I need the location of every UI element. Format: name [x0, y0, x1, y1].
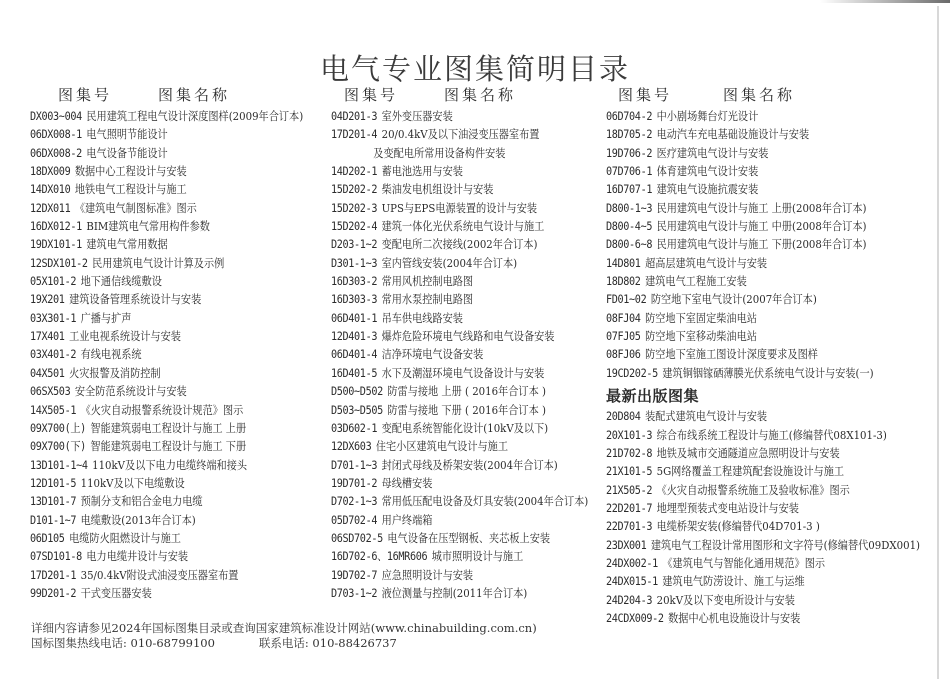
atlas-code: 14DX010: [30, 183, 71, 197]
atlas-name: 工业电视系统设计与安装: [69, 330, 181, 344]
atlas-name: 建筑电气常用数据: [86, 238, 168, 252]
atlas-name: 民用建筑工程电气设计深度图样(2009年合订本): [86, 110, 304, 123]
atlas-code: 12DX603: [331, 440, 372, 454]
atlas-code: 07SD101-8: [30, 550, 82, 564]
footer-website-note: 详细内容请参见2024年国标图集目录或查询国家建筑标准设计网站(www.chinabuilding.com.cn): [31, 621, 537, 635]
atlas-name: 干式变压器安装: [80, 586, 152, 600]
atlas-name: 防雷与接地 下册 ( 2016年合订本 ): [387, 403, 546, 417]
atlas-name: 液位测量与控制(2011年合订本): [381, 586, 528, 600]
atlas-code: 20X101-3: [606, 428, 653, 442]
list-item: [30, 475, 303, 493]
atlas-name: 综合布线系统工程设计与施工(修编替代08X101-3): [656, 428, 887, 442]
atlas-name: 应急照明设计与安装: [381, 568, 474, 582]
atlas-code: 12D101-5: [30, 476, 77, 490]
atlas-code: 15D202-4: [331, 220, 378, 234]
atlas-name: 超高层建筑电气设计与安装: [645, 256, 768, 270]
list-item: [30, 273, 303, 291]
atlas-code: 21X101-5: [606, 465, 653, 479]
atlas-name: 地铁电气工程设计与施工: [74, 183, 187, 197]
atlas-name: 地埋型预装式变电站设计与安装: [656, 501, 799, 515]
column-header: [30, 84, 334, 108]
atlas-name: 中小剧场舞台灯光设计: [656, 110, 759, 123]
atlas-name: 35/0.4kV附设式油浸变压器室布置: [80, 568, 239, 582]
atlas-name: 吊车供电线路安装: [381, 311, 463, 325]
catalog-column-2: [331, 84, 617, 603]
list-item: [331, 236, 588, 254]
list-item: [606, 236, 920, 254]
list-item: [30, 493, 303, 511]
atlas-code: FD01~02: [606, 293, 647, 307]
atlas-code: 13D101-1~4: [30, 458, 88, 472]
atlas-code: 06DX008-1: [30, 128, 82, 142]
atlas-code: 24CDX009-2: [606, 611, 664, 625]
atlas-code: 07FJ05: [606, 330, 641, 344]
page-title: 电气专业图集简明目录: [319, 52, 630, 87]
list-item: [606, 573, 920, 591]
atlas-name: 《火灾自动报警系统设计规范》图示: [80, 403, 244, 417]
atlas-name: 地铁及城市交通隧道应急照明设计与安装: [656, 446, 840, 460]
list-item: [30, 126, 303, 144]
atlas-code: 19D702-7: [331, 568, 378, 582]
atlas-name: 用户终端箱: [381, 513, 433, 527]
atlas-code: 99D201-2: [30, 586, 77, 600]
atlas-name: 地下通信线缆敷设: [80, 275, 162, 289]
atlas-name: 医疗建筑电气设计与安装: [656, 146, 769, 160]
atlas-code: D301-1~3: [331, 256, 378, 270]
atlas-name: 民用建筑电气设计与施工 下册(2008年合订本): [656, 238, 867, 252]
list-item: [606, 463, 920, 481]
entry-list: [331, 108, 617, 603]
list-item: [331, 585, 588, 603]
list-item: [30, 310, 303, 328]
list-item: [30, 181, 303, 199]
atlas-name: 广播与扩声: [80, 311, 132, 325]
list-item: [606, 145, 920, 163]
list-item: [30, 383, 303, 401]
atlas-name: 《火灾自动报警系统施工及验收标准》图示: [656, 483, 850, 497]
atlas-name: 室外变压器安装: [381, 110, 453, 123]
atlas-name: 建筑电气设施抗震安装: [656, 183, 759, 197]
atlas-code: 18DX009: [30, 165, 71, 179]
atlas-code: 04X501: [30, 366, 65, 380]
atlas-code: D800-1~3: [606, 201, 653, 215]
atlas-code: D500~D502: [331, 385, 383, 399]
atlas-name: 数据中心工程设计与安装: [74, 165, 187, 179]
list-item: [331, 346, 588, 364]
atlas-name: 柴油发电机组设计与安装: [381, 183, 494, 197]
atlas-name: 常用风机控制电路图: [381, 275, 474, 289]
atlas-name: 有线电视系统: [80, 348, 142, 362]
atlas-name: 建筑铜铟镓硒薄膜光伏系统电气设计与安装(一): [662, 366, 874, 380]
atlas-code: D203-1~2: [331, 238, 378, 252]
footer-hotline: 国标图集热线电话: 010-68799100: [31, 636, 215, 650]
list-item: [606, 255, 920, 273]
atlas-code: 12D401-3: [331, 330, 378, 344]
atlas-name: 5G网络覆盖工程建筑配套设施设计与施工: [656, 465, 845, 479]
atlas-name: 体育建筑电气设计安装: [656, 165, 759, 179]
atlas-name: 住宅小区建筑电气设计与施工: [375, 440, 509, 454]
list-item: [30, 218, 303, 236]
atlas-code: 19X201: [30, 293, 65, 307]
list-item: [331, 493, 588, 511]
atlas-name: 防雷与接地 上册 ( 2016年合订本 ): [387, 385, 546, 399]
list-item: [331, 383, 588, 401]
atlas-name: 城市照明设计与施工: [431, 550, 524, 564]
new-releases-list: [606, 408, 950, 628]
atlas-code: 22D701-3: [606, 520, 653, 534]
atlas-code: 21X505-2: [606, 483, 653, 497]
atlas-code: 22D201-7: [606, 501, 653, 515]
atlas-name: 水下及潮湿环境电气设备设计与安装: [381, 366, 545, 380]
header-code: 图集号: [58, 86, 113, 104]
list-item: [606, 310, 920, 328]
list-item: [331, 291, 588, 309]
atlas-name: 室内管线安装(2004年合订本): [381, 256, 518, 270]
atlas-name: 变配电系统智能化设计(10kV及以下): [381, 421, 549, 435]
atlas-name: 《建筑电气制图标准》图示: [74, 201, 197, 215]
atlas-code: 06D704-2: [606, 110, 653, 123]
atlas-code: 13D101-7: [30, 495, 77, 509]
atlas-code: 15D202-2: [331, 183, 378, 197]
atlas-code: 08FJ06: [606, 348, 641, 362]
column-header: [606, 84, 950, 108]
atlas-code: 17X401: [30, 330, 65, 344]
atlas-code: 14D801: [606, 256, 641, 270]
atlas-code: D800-4~5: [606, 220, 653, 234]
atlas-code: D702-1~3: [331, 495, 378, 509]
header-code: 图集号: [344, 86, 399, 104]
list-item: [606, 126, 920, 144]
list-item: [30, 346, 303, 364]
atlas-name: 20/0.4kV及以下油浸变压器室布置: [381, 128, 540, 142]
list-item: [331, 567, 588, 585]
atlas-code: 07D706-1: [606, 165, 653, 179]
atlas-name: 常用水泵控制电路图: [381, 293, 474, 307]
atlas-name: 爆炸危险环境电气线路和电气设备安装: [381, 330, 555, 344]
atlas-code: 04D201-3: [331, 110, 378, 123]
entry-list: [30, 108, 334, 603]
atlas-code: 06D401-1: [331, 311, 378, 325]
scan-edge-shadow: [820, 0, 950, 3]
list-item: [331, 512, 588, 530]
atlas-name: 防空地下室电气设计(2007年合订本): [650, 293, 817, 307]
list-item: [30, 255, 303, 273]
footer: [31, 621, 537, 651]
atlas-name: 母线槽安装: [381, 476, 433, 490]
atlas-name: 预制分支和铝合金电力电缆: [80, 495, 203, 509]
atlas-code: 20D804: [606, 410, 641, 424]
atlas-name: BIM建筑电气常用构件参数: [86, 220, 210, 234]
atlas-name: 安全防范系统设计与安装: [74, 385, 187, 399]
list-item: [606, 273, 920, 291]
list-item: [606, 592, 920, 610]
atlas-code: 15D202-3: [331, 201, 378, 215]
atlas-name: 封闭式母线及桥架安装(2004年合订本): [381, 458, 558, 472]
list-item: [30, 291, 303, 309]
catalog-column-1: [30, 84, 334, 603]
atlas-code: 16D303-3: [331, 293, 378, 307]
atlas-name: 变配电所二次接线(2002年合订本): [381, 238, 538, 252]
list-item: [331, 457, 588, 475]
list-item: [606, 537, 920, 555]
atlas-name: 20kV及以下变电所设计与安装: [656, 593, 795, 607]
atlas-code: 17D201-4: [331, 128, 378, 142]
list-item: [331, 181, 588, 199]
atlas-name: 110kV及以下电缆敷设: [80, 476, 185, 490]
atlas-code: 05X101-2: [30, 275, 77, 289]
list-item: [606, 108, 920, 126]
list-item: [331, 126, 588, 144]
atlas-name: 电缆敷设(2013年合订本): [80, 513, 196, 527]
catalog-column-3: [606, 84, 950, 628]
atlas-code: DX003~004: [30, 110, 82, 123]
list-item: [30, 548, 303, 566]
list-item: [331, 420, 588, 438]
atlas-code: 06SD702-5: [331, 531, 383, 545]
list-item: [331, 548, 588, 566]
list-item: [606, 346, 920, 364]
list-item: [331, 218, 588, 236]
atlas-code: 09X700(上): [30, 421, 86, 435]
atlas-code: 12DX011: [30, 201, 71, 215]
list-item: [331, 475, 588, 493]
atlas-name: 民用建筑电气设计与施工 上册(2008年合订本): [656, 201, 867, 215]
atlas-name: 民用建筑电气设计计算及示例: [92, 256, 225, 270]
atlas-code: D503~D505: [331, 403, 383, 417]
atlas-code: 24DX002-1: [606, 556, 658, 570]
atlas-code: 08FJ04: [606, 311, 641, 325]
atlas-code: 23DX001: [606, 538, 647, 552]
atlas-name: 数据中心机电设施设计与安装: [668, 611, 801, 625]
atlas-name: 建筑设备管理系统设计与安装: [69, 293, 202, 307]
atlas-code: 19CD202-5: [606, 366, 658, 380]
list-item: [331, 200, 588, 218]
atlas-name: 防空地下室移动柴油电站: [645, 330, 757, 344]
atlas-code: 16D702-6、16MR606: [331, 550, 428, 564]
atlas-code: D800-6~8: [606, 238, 653, 252]
atlas-name: 《建筑电气与智能化通用规范》图示: [662, 556, 826, 570]
atlas-name: UPS与EPS电源装置的设计与安装: [381, 201, 538, 215]
atlas-name: 建筑一体化光伏系统电气设计与施工: [381, 220, 545, 234]
list-item-continuation: [331, 145, 588, 163]
footer-contact: 联系电话: 010-88426737: [258, 636, 397, 650]
list-item: [606, 500, 920, 518]
new-releases-heading: 最新出版图集: [606, 387, 700, 406]
list-item: [30, 402, 303, 420]
list-item: [606, 555, 920, 573]
list-item: [30, 200, 303, 218]
atlas-code: 06D401-4: [331, 348, 378, 362]
atlas-code: D703-1~2: [331, 586, 378, 600]
list-item: [606, 200, 920, 218]
atlas-name: 电气设备节能设计: [86, 146, 168, 160]
atlas-code: 14X505-1: [30, 403, 77, 417]
atlas-name: 装配式建筑电气设计与安装: [645, 410, 768, 424]
entry-list: [606, 108, 950, 383]
atlas-code: D701-1~3: [331, 458, 378, 472]
list-item: [606, 427, 920, 445]
list-item: [331, 108, 588, 126]
atlas-name: 110kV及以下电力电缆终端和接头: [92, 458, 248, 472]
list-item: [30, 145, 303, 163]
atlas-name: 民用建筑电气设计与施工 中册(2008年合订本): [656, 220, 867, 234]
atlas-code: 06SX503: [30, 385, 71, 399]
atlas-name: 建筑电气工程施工安装: [645, 275, 747, 289]
list-item: [606, 518, 920, 536]
list-item: [606, 163, 920, 181]
list-item: [606, 408, 920, 426]
atlas-code: 16DX012-1: [30, 220, 82, 234]
atlas-name: 电缆桥架安装(修编替代04D701-3 ): [656, 520, 820, 534]
atlas-code: 16D303-2: [331, 275, 378, 289]
atlas-code: 09X700(下): [30, 440, 86, 454]
list-item: [30, 512, 303, 530]
atlas-name: 电力电缆井设计与安装: [86, 550, 189, 564]
footer-phones: [31, 636, 537, 651]
list-item: [331, 163, 588, 181]
list-item: [331, 310, 588, 328]
list-item: [30, 420, 303, 438]
atlas-name: 建筑电气防涝设计、施工与运维: [662, 575, 805, 589]
atlas-code: 21D702-8: [606, 446, 653, 460]
atlas-code: 03X301-1: [30, 311, 77, 325]
atlas-code: 17D201-1: [30, 568, 77, 582]
list-item: [30, 530, 303, 548]
atlas-code: 19DX101-1: [30, 238, 82, 252]
atlas-name: 防空地下室施工图设计深度要求及图样: [645, 348, 818, 362]
atlas-code: 06DX008-2: [30, 146, 82, 160]
atlas-name: 及变配电所常用设备构件安装: [373, 146, 506, 160]
list-item: [606, 365, 920, 383]
list-item: [331, 530, 588, 548]
atlas-code: 19D701-2: [331, 476, 378, 490]
column-header: [331, 84, 617, 108]
list-item: [30, 328, 303, 346]
list-item: [331, 402, 588, 420]
atlas-code: 03X401-2: [30, 348, 77, 362]
atlas-name: 电缆防火阻燃设计与施工: [69, 531, 181, 545]
list-item: [30, 438, 303, 456]
list-item: [606, 218, 920, 236]
atlas-name: 火灾报警及消防控制: [69, 366, 161, 380]
atlas-code: 19D706-2: [606, 146, 653, 160]
atlas-name: 智能建筑弱电工程设计与施工 下册: [90, 440, 247, 454]
list-item: [331, 273, 588, 291]
atlas-code: 16D401-5: [331, 366, 378, 380]
list-item: [606, 328, 920, 346]
list-item: [331, 328, 588, 346]
list-item: [606, 445, 920, 463]
list-item: [30, 457, 303, 475]
header-name: 图集名称: [444, 86, 517, 104]
atlas-name: 洁净环境电气设备安装: [381, 348, 484, 362]
atlas-code: 14D202-1: [331, 165, 378, 179]
atlas-name: 防空地下室固定柴油电站: [645, 311, 757, 325]
atlas-name: 电动汽车充电基础设施设计与安装: [656, 128, 810, 142]
list-item: [30, 567, 303, 585]
header-name: 图集名称: [158, 86, 231, 104]
list-item: [331, 255, 588, 273]
list-item: [30, 365, 303, 383]
atlas-code: 16D707-1: [606, 183, 653, 197]
atlas-name: 常用低压配电设备及灯具安装(2004年合订本): [381, 495, 589, 509]
atlas-code: D101-1~7: [30, 513, 77, 527]
list-item: [30, 108, 303, 126]
atlas-code: 24DX015-1: [606, 575, 658, 589]
list-item: [30, 585, 303, 603]
atlas-name: 蓄电池选用与安装: [381, 165, 463, 179]
atlas-code: 03D602-1: [331, 421, 378, 435]
atlas-name: 电气设备在压型钢板、夹芯板上安装: [387, 531, 551, 545]
header-name: 图集名称: [723, 86, 796, 104]
list-item: [606, 181, 920, 199]
atlas-name: 建筑电气工程设计常用图形和文字符号(修编替代09DX001): [650, 538, 921, 552]
list-item: [606, 291, 920, 309]
atlas-name: 智能建筑弱电工程设计与施工 上册: [90, 421, 247, 435]
atlas-code: 18D802: [606, 275, 641, 289]
atlas-code: 12SDX101-2: [30, 256, 88, 270]
list-item: [30, 236, 303, 254]
header-code: 图集号: [618, 86, 673, 104]
atlas-code: 18D705-2: [606, 128, 653, 142]
atlas-code: 06D105: [30, 531, 65, 545]
atlas-code: 24D204-3: [606, 593, 653, 607]
list-item: [606, 610, 920, 628]
list-item: [331, 365, 588, 383]
list-item: [30, 163, 303, 181]
atlas-name: 电气照明节能设计: [86, 128, 168, 142]
atlas-code: 05D702-4: [331, 513, 378, 527]
list-item: [331, 438, 588, 456]
list-item: [606, 482, 920, 500]
